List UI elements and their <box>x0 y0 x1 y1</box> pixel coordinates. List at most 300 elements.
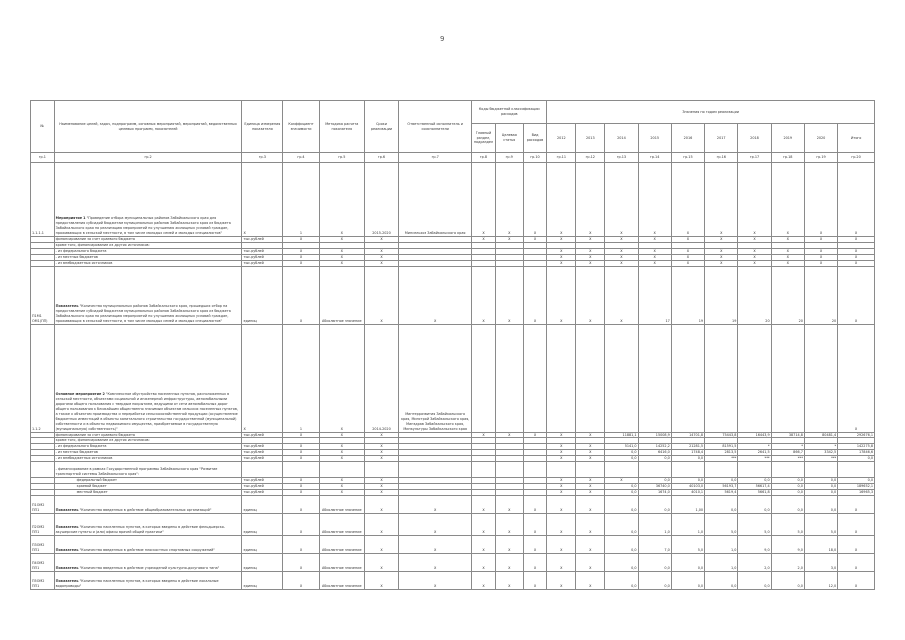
row-value: X <box>738 260 771 266</box>
row-value: X <box>671 163 704 237</box>
header-no: № <box>31 101 55 153</box>
row-value: 0,0 <box>838 456 875 462</box>
row-terms: X <box>364 495 398 513</box>
row-name: федеральный бюджет <box>54 478 242 484</box>
row-code: X <box>472 553 496 571</box>
column-number: гр.14 <box>638 153 671 163</box>
row-method: Абсолютное значение <box>319 553 364 571</box>
row-unit: единиц <box>242 266 283 324</box>
row-value <box>547 462 576 478</box>
row-code: X <box>472 535 496 553</box>
row-code: X <box>472 266 496 324</box>
row-coef: X <box>283 248 320 254</box>
row-value: X <box>804 163 837 237</box>
row-value: X <box>671 237 704 243</box>
row-value: X <box>605 237 638 243</box>
row-value <box>804 324 837 432</box>
header-year-3: 2015 <box>638 124 671 153</box>
row-value: X <box>547 495 576 513</box>
row-code: X <box>523 237 547 243</box>
row-method: X <box>319 478 364 484</box>
row-value: X <box>576 571 605 589</box>
row-value <box>576 462 605 478</box>
row-coef: X <box>283 483 320 489</box>
column-number: гр.2 <box>54 153 242 163</box>
row-value: X <box>605 254 638 260</box>
row-value: X <box>547 163 576 237</box>
row-method: X <box>319 260 364 266</box>
row-value: 40103,0 <box>671 483 704 489</box>
row-method: X <box>319 456 364 462</box>
table-row <box>31 571 875 589</box>
row-terms: X <box>364 483 398 489</box>
row-value <box>605 324 638 432</box>
row-value <box>771 324 804 432</box>
row-name: кроме того, финансирование из других источников: <box>54 242 242 248</box>
row-value: 17 <box>638 266 671 324</box>
row-unit: тыс.рублей <box>242 456 283 462</box>
row-value: 0,0 <box>671 456 704 462</box>
row-value: 0,0 <box>671 478 704 484</box>
row-name: - из местных бюджетов <box>54 254 242 260</box>
column-number: гр.17 <box>738 153 771 163</box>
row-value: 11881,1 <box>605 432 638 438</box>
row-code <box>523 324 547 432</box>
row-unit: тыс.рублей <box>242 237 283 243</box>
row-number: П1М1 ОМ1(ПП) <box>31 266 55 324</box>
header-code-0: Главный раздел, подраздел <box>472 124 496 153</box>
row-value: 866,7 <box>771 450 804 456</box>
row-coef: X <box>283 444 320 450</box>
row-value: 5,0 <box>804 513 837 535</box>
row-value: 1,0 <box>638 513 671 535</box>
row-value: 2641,5 <box>738 450 771 456</box>
row-value: X <box>547 260 576 266</box>
column-number: гр.16 <box>705 153 738 163</box>
row-code: X <box>495 163 523 237</box>
row-resp: X <box>399 553 472 571</box>
row-value: 0,0 <box>738 495 771 513</box>
column-number: гр.9 <box>495 153 523 163</box>
row-terms: X <box>364 478 398 484</box>
row-name-lead: Показатель <box>55 547 79 552</box>
row-method <box>319 462 364 478</box>
row-terms: X <box>364 450 398 456</box>
row-terms: X <box>364 553 398 571</box>
row-code: X <box>472 237 496 243</box>
row-value: X <box>605 260 638 266</box>
row-name-rest: "Комплексное обустройство населенных пунктов, расположенных в сельской местности, объектами социальной и инженерной инфраструктуры, автомобильными дорогами общего пользования с твердым покрытием, ведущими от сети автомобильных дорог общего пользования к ближайшим общественно значимым объектам сельских населенных пунктов, а также к объектам производства и переработки сельскохозяйственной продукции (осуществление бюджетных инвестиций в объекты капитального строительства государственной (муниципальной) собственности и в объекты недвижимого имущества, приобретаемые в государственную (муниципальную) собственность)" <box>55 392 238 431</box>
row-value: X <box>605 163 638 237</box>
row-terms: X <box>364 248 398 254</box>
row-value: 0,0 <box>605 450 638 456</box>
row-number: П3ОМ2 ПП1 <box>31 535 55 553</box>
row-value: 21281,5 <box>671 444 704 450</box>
header-code-1: Целевая статья <box>495 124 523 153</box>
row-value <box>804 462 837 478</box>
row-value: 0,0 <box>738 478 771 484</box>
header-coef: Коэффициент значимости <box>283 101 320 153</box>
row-name <box>54 535 242 553</box>
row-code: X <box>523 495 547 513</box>
row-name-rest: "Количество населенных пунктов, в которых введены в действие локальные водопроводы" <box>55 578 219 588</box>
row-value <box>705 462 738 478</box>
row-name-rest: "Количество введенных в действие общеобразовательных организаций" <box>78 507 212 512</box>
row-value: X <box>547 489 576 495</box>
row-value: 0,0 <box>804 483 837 489</box>
row-value: 20 <box>738 266 771 324</box>
row-value: X <box>738 254 771 260</box>
row-value: 189652,1 <box>838 483 875 489</box>
row-code: X <box>495 513 523 535</box>
row-value: 0,0 <box>605 535 638 553</box>
row-unit: тыс.рублей <box>242 248 283 254</box>
row-value: 12,0 <box>804 571 837 589</box>
row-name: - из федерального бюджета <box>54 444 242 450</box>
row-value <box>576 324 605 432</box>
header-name: Наименование целей, задач, подпрограмм, основных мероприятий, мероприятий, ведомственных целевых программ, показателей <box>54 101 242 153</box>
header-year-4: 2016 <box>671 124 704 153</box>
row-name: - из внебюджетных источников <box>54 260 242 266</box>
row-value: 0,0 <box>605 456 638 462</box>
table-row <box>31 535 875 553</box>
row-value: X <box>638 254 671 260</box>
row-resp: Минтерразвития Забайкальского края, Минстрой Забайкальского края, Минздрав Забайкальского края, Минкультуры Забайкальского края <box>399 324 472 432</box>
header-year-1: 2013 <box>576 124 605 153</box>
row-value: X <box>838 163 875 237</box>
row-value: X <box>771 254 804 260</box>
row-value: X <box>838 571 875 589</box>
column-number: гр.1 <box>31 153 55 163</box>
header-code-2: Вид расходов <box>523 124 547 153</box>
row-value: 81591,5 <box>705 444 738 450</box>
row-method: X <box>319 237 364 243</box>
row-value: X <box>738 248 771 254</box>
header-year-7: 2019 <box>771 124 804 153</box>
row-name-rest: "Количество населенных пунктов, в которых введены в действие фельдшерско-акушерские пункты и (или) офисы врачей общей практики" <box>55 524 226 534</box>
header-method: Методика расчета показателя <box>319 101 364 153</box>
row-unit: единиц <box>242 495 283 513</box>
column-number: гр.5 <box>319 153 364 163</box>
row-coef: X <box>283 513 320 535</box>
column-number: гр.8 <box>472 153 496 163</box>
row-value: 0,0 <box>771 483 804 489</box>
row-value: 0,0 <box>605 489 638 495</box>
row-value <box>547 324 576 432</box>
row-code <box>495 324 523 432</box>
row-value <box>671 462 704 478</box>
header-unit: Единица измерения показателя <box>242 101 283 153</box>
row-value: 0,0 <box>605 553 638 571</box>
row-method: X <box>319 489 364 495</box>
row-terms: X <box>364 432 398 438</box>
row-name-rest: "Количество введенных в действие плоскостных спортивных сооружений" <box>78 547 215 552</box>
table-row <box>31 163 875 237</box>
row-value: X <box>576 553 605 571</box>
column-number: гр.13 <box>605 153 638 163</box>
row-value: X <box>576 478 605 484</box>
row-value <box>771 462 804 478</box>
row-code: X <box>495 495 523 513</box>
row-value: 0,0 <box>605 495 638 513</box>
row-name: - из федерального бюджета <box>54 248 242 254</box>
column-number: гр.3 <box>242 153 283 163</box>
row-value: X <box>838 495 875 513</box>
row-method: Абсолютное значение <box>319 266 364 324</box>
row-value: X <box>771 248 804 254</box>
row-value: 3342,5 <box>804 450 837 456</box>
row-resp: X <box>399 266 472 324</box>
row-value: X <box>576 432 605 438</box>
row-value: 6416,0 <box>638 450 671 456</box>
row-value <box>671 324 704 432</box>
row-value: 0,0 <box>771 478 804 484</box>
row-terms: X <box>364 535 398 553</box>
row-value: X <box>738 163 771 237</box>
row-value: 0,0 <box>804 478 837 484</box>
row-code <box>523 462 547 478</box>
row-value <box>738 462 771 478</box>
header-year-8: 2020 <box>804 124 837 153</box>
row-value: X <box>547 483 576 489</box>
table-row <box>31 553 875 571</box>
row-value: X <box>838 254 875 260</box>
row-number: 1.1.2 <box>31 324 55 432</box>
row-terms: X <box>364 260 398 266</box>
column-number: гр.11 <box>547 153 576 163</box>
row-code: X <box>472 571 496 589</box>
row-coef: X <box>283 495 320 513</box>
row-terms: X <box>364 444 398 450</box>
row-value: X <box>638 237 671 243</box>
row-value: 7,0 <box>638 535 671 553</box>
row-name <box>54 324 242 432</box>
row-value: X <box>705 163 738 237</box>
row-value: 36740,0 <box>638 483 671 489</box>
row-unit: единиц <box>242 535 283 553</box>
row-value: X <box>576 163 605 237</box>
row-unit: единиц <box>242 553 283 571</box>
row-value: 1748,4 <box>671 450 704 456</box>
row-unit: тыс.рублей <box>242 478 283 484</box>
row-value: X <box>838 237 875 243</box>
column-number: гр.6 <box>364 153 398 163</box>
row-value: X <box>547 553 576 571</box>
row-value: X <box>705 237 738 243</box>
column-number: гр.15 <box>671 153 704 163</box>
column-number: гр.10 <box>523 153 547 163</box>
row-terms: X <box>364 456 398 462</box>
row-value: 1,0 <box>671 513 704 535</box>
row-value: X <box>576 248 605 254</box>
row-value: X <box>576 444 605 450</box>
header-year-9: Итого <box>838 124 875 153</box>
row-unit: тыс.рублей <box>242 483 283 489</box>
row-coef: X <box>283 450 320 456</box>
row-value: X <box>838 513 875 535</box>
row-value: 20 <box>771 266 804 324</box>
header-year-2: 2014 <box>605 124 638 153</box>
row-value: X <box>838 535 875 553</box>
row-value: X <box>576 237 605 243</box>
row-name <box>54 163 242 237</box>
row-value: *** <box>738 456 771 462</box>
row-method: X <box>319 163 364 237</box>
row-value: 0,0 <box>671 571 704 589</box>
row-coef: X <box>283 237 320 243</box>
row-name-rest: "Проведение отбора муниципальных районов Забайкальского края для предоставления субсидий бюджетам муниципальных районов Забайкальского края из бюджета Забайкальского края на реализацию мероприятий по улучшению жилищных условий граждан, проживающих в сельской местности, в том числе молодых семей и молодых специалистов" <box>55 216 231 236</box>
row-coef: X <box>283 260 320 266</box>
row-resp: X <box>399 571 472 589</box>
row-value: X <box>838 266 875 324</box>
row-value: 14701,8 <box>671 432 704 438</box>
row-resp: X <box>399 513 472 535</box>
row-value: 0,0 <box>705 495 738 513</box>
row-method: X <box>319 254 364 260</box>
row-resp: Минсельхоз Забайкальского края <box>399 163 472 237</box>
row-value: X <box>771 237 804 243</box>
row-terms: 2015-2020 <box>364 163 398 237</box>
column-number: гр.20 <box>838 153 875 163</box>
row-code: X <box>472 163 496 237</box>
row-value: 5,0 <box>738 513 771 535</box>
row-code <box>472 462 496 478</box>
row-value: X <box>705 260 738 266</box>
row-value: X <box>547 248 576 254</box>
row-name: - финансирование в рамках Государственной программы Забайкальского края "Развитие транспортной системы Забайкальского края": <box>54 462 242 478</box>
row-code: X <box>523 535 547 553</box>
row-method: X <box>319 432 364 438</box>
row-unit: тыс.рублей <box>242 254 283 260</box>
row-coef: X <box>283 478 320 484</box>
row-method: X <box>319 450 364 456</box>
row-value: 0,0 <box>804 489 837 495</box>
row-value: X <box>838 260 875 266</box>
row-value: X <box>771 260 804 266</box>
row-code: X <box>472 432 496 438</box>
row-value: X <box>838 324 875 432</box>
row-value: 4010,1 <box>671 489 704 495</box>
row-unit: тыс.рублей <box>242 260 283 266</box>
row-value: X <box>547 456 576 462</box>
row-value: X <box>576 495 605 513</box>
row-value: 142275,8 <box>838 444 875 450</box>
row-unit: единиц <box>242 571 283 589</box>
header-codes: Коды бюджетной классификации расходов <box>472 101 547 124</box>
row-name <box>54 266 242 324</box>
row-coef: 1 <box>283 163 320 237</box>
row-method: Абсолютное значение <box>319 571 364 589</box>
row-value: X <box>576 260 605 266</box>
row-value: 1,0 <box>705 553 738 571</box>
row-method: Абсолютное значение <box>319 535 364 553</box>
row-value <box>838 462 875 478</box>
row-value: X <box>771 163 804 237</box>
column-number: гр.12 <box>576 153 605 163</box>
row-terms: X <box>364 513 398 535</box>
row-resp: X <box>399 495 472 513</box>
row-value: X <box>547 444 576 450</box>
row-unit: тыс.рублей <box>242 450 283 456</box>
row-value: X <box>547 571 576 589</box>
row-value: X <box>576 450 605 456</box>
row-value: X <box>576 456 605 462</box>
row-code: X <box>523 553 547 571</box>
row-code: X <box>523 432 547 438</box>
row-value: X <box>605 266 638 324</box>
row-value: 9,0 <box>738 535 771 553</box>
row-name: - из местных бюджетов <box>54 450 242 456</box>
row-value: *** <box>804 456 837 462</box>
row-coef: X <box>283 535 320 553</box>
row-number <box>31 462 55 478</box>
row-value: 3,0 <box>804 553 837 571</box>
row-value: 5,0 <box>671 535 704 553</box>
row-value: X <box>547 432 576 438</box>
row-value: X <box>605 248 638 254</box>
row-unit <box>242 462 283 478</box>
row-value: * <box>804 444 837 450</box>
row-value: 0,0 <box>638 553 671 571</box>
row-unit: X <box>242 324 283 432</box>
row-name-lead: Показатель <box>55 303 79 308</box>
table-row <box>31 266 875 324</box>
row-value: * <box>771 444 804 450</box>
row-value: 0,0 <box>605 571 638 589</box>
table-row <box>31 495 875 513</box>
row-name-lead: Основное мероприятие 2 <box>55 392 105 397</box>
row-method: X <box>319 248 364 254</box>
row-value: X <box>547 237 576 243</box>
row-value: X <box>638 248 671 254</box>
row-value <box>738 324 771 432</box>
row-code: X <box>523 513 547 535</box>
row-name-rest: "Количество муниципальных районов Забайкальского края, прошедших отбор на предоставление субсидий бюджетам муниципальных районов Забайкальского края из бюджета Забайкальского края на реализацию мероприятий по улучшению жилищных условий граждан, проживающих в сельской местности, в том числе молодых семей и молодых специалистов" <box>55 303 231 323</box>
row-name-lead: Показатель <box>55 524 79 529</box>
row-value: 5,0 <box>771 513 804 535</box>
row-number: П4ОМ2 ПП1 <box>31 553 55 571</box>
row-value: 5,0 <box>705 513 738 535</box>
row-value: 38714,8 <box>771 432 804 438</box>
row-code: X <box>495 535 523 553</box>
row-value: 75443,8 <box>705 432 738 438</box>
row-value: X <box>705 254 738 260</box>
row-value: 0,0 <box>638 456 671 462</box>
row-number: 1.1.1.1 <box>31 163 55 237</box>
row-code <box>472 324 496 432</box>
row-terms: X <box>364 237 398 243</box>
row-method: X <box>319 483 364 489</box>
row-value: X <box>671 254 704 260</box>
row-value: 19 <box>705 266 738 324</box>
row-value: X <box>547 266 576 324</box>
header-year-5: 2017 <box>705 124 738 153</box>
row-method: X <box>319 324 364 432</box>
row-value: 0,0 <box>738 571 771 589</box>
row-coef: X <box>283 432 320 438</box>
row-value: 5661,8 <box>738 489 771 495</box>
row-value: 18,0 <box>804 535 837 553</box>
row-value: X <box>804 254 837 260</box>
row-value: X <box>547 513 576 535</box>
row-value: X <box>671 260 704 266</box>
row-value: 2,0 <box>738 553 771 571</box>
row-value: 0,0 <box>705 478 738 484</box>
page-number: 9 <box>440 35 445 43</box>
row-unit: X <box>242 163 283 237</box>
table-row <box>31 513 875 535</box>
table-row <box>31 324 875 432</box>
